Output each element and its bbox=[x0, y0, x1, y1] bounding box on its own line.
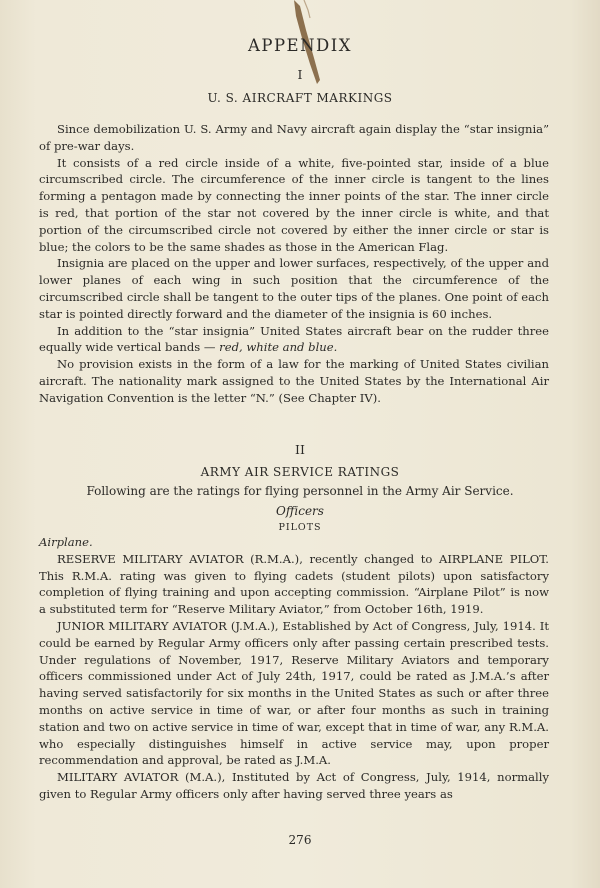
paragraph: No provision exists in the form of a law for the marking of United States civilian aircraft. The nationality mark assigned to the United States by the International Air Navigation Convention is the letter “N.” (See Chapter IV). bbox=[39, 357, 549, 405]
paragraph: It consists of a red circle inside of a white, five-pointed star, inside of a blue circumscribed circle. The circumference of the inner circle is tangent to the lines forming a pentagon made by connecting the inner points of the star. The inner circle is red, that portion of the star not covered by the inner circle is white, and that portion of the circumscribed circle not covered by either the inner circle or star is blue; the colors to be the same shades as those in the American Flag. bbox=[39, 155, 549, 254]
paragraph: JUNIOR MILITARY AVIATOR (J.M.A.), Established by Act of Congress, July, 1914. It could be earned by Regular Army officers only after passing certain prescribed tests. Under regulations of November, 1917, Reserve Military Aviators and temporary officers commissioned under Act of July 24th, 1917, could be rated as J.M.A.’s after having served satisfactorily for six months in the United States as such or after three months on active service in time of war, or after four months as such in training station and two on active service in time of war, except that in time of war, any R.M.A. who especially distinguishes himself in active service may, upon proper recommendation and approval, be rated as J.M.A. bbox=[39, 618, 549, 768]
section-heading-aircraft-markings: U. S. AIRCRAFT MARKINGS bbox=[207, 91, 393, 105]
section-number-2: II bbox=[295, 442, 305, 457]
appendix-title: APPENDIX bbox=[247, 36, 353, 55]
paragraph: Since demobilization U. S. Army and Navy aircraft again display the “star insignia” of pre-war days. bbox=[39, 122, 549, 153]
section-intro: Following are the ratings for flying personnel in the Army Air Service. bbox=[86, 484, 514, 498]
section-number-1: I bbox=[297, 67, 303, 82]
paragraph: MILITARY AVIATOR (M.A.), Instituted by Act of Congress, July, 1914, normally given to Regular Army officers only after having served three years as bbox=[39, 770, 549, 801]
rudder-colors: red, white and blue. bbox=[219, 340, 338, 355]
paragraph-text: In addition to the “star insignia” United States aircraft bear on the rudder three equally wide vertical bands — bbox=[39, 323, 549, 355]
page-number: 276 bbox=[288, 833, 312, 847]
section1-body bbox=[39, 121, 549, 407]
subheading-pilots: PILOTS bbox=[278, 522, 322, 533]
paragraph: Insignia are placed on the upper and lower surfaces, respectively, of the upper and lower planes of each wing in such position that the circumference of the circumscribed circle shall be tangent to the outer tips of the planes. One point of each star is pointed directly forward and the diameter of the insignia is 60 inches. bbox=[39, 256, 549, 321]
subheading-officers: Officers bbox=[276, 504, 324, 518]
paragraph bbox=[39, 323, 549, 357]
section-heading-ratings: ARMY AIR SERVICE RATINGS bbox=[200, 465, 400, 479]
paragraph: RESERVE MILITARY AVIATOR (R.M.A.), recently changed to AIRPLANE PILOT. This R.M.A. rating was given to flying cadets (student pilots) upon satisfactory completion of flying training and upon accepting commission. “Airplane Pilot” is now a substituted term for “Reserve Military Aviator,” from October 16th, 1919. bbox=[39, 551, 549, 617]
category-label: Airplane. bbox=[39, 535, 93, 549]
section2-body bbox=[39, 534, 549, 803]
